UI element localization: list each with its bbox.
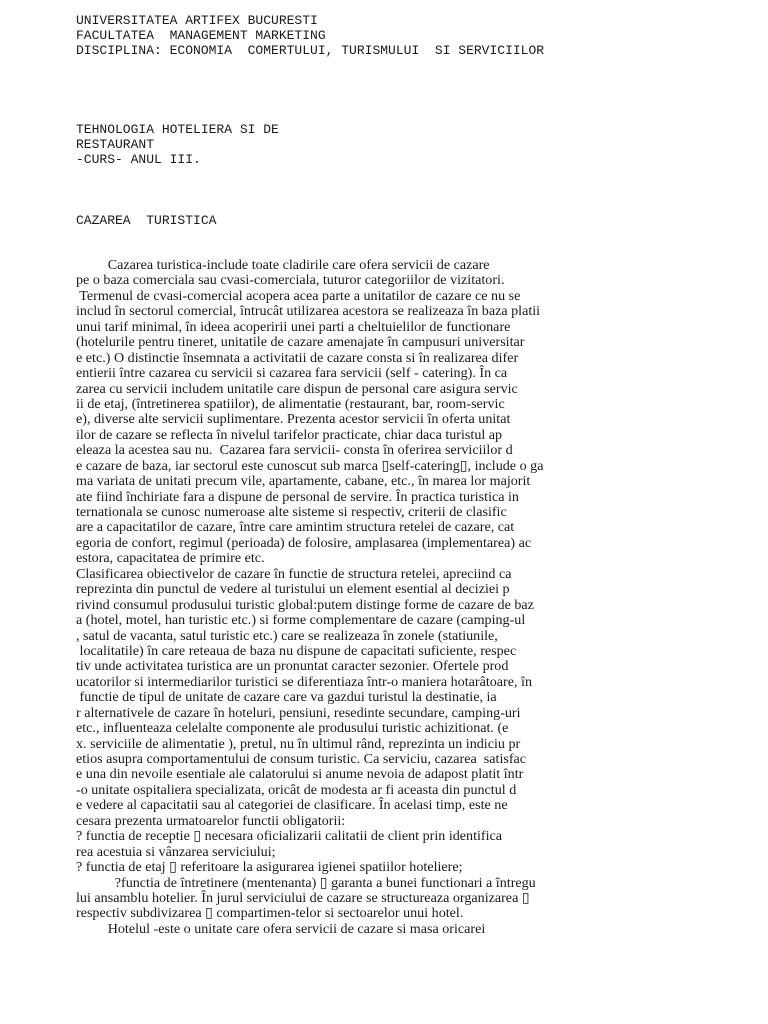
body-line: x. serviciile de alimentatie ), pretul, nu în ultimul rând, reprezinta un indiciu pr	[76, 735, 521, 752]
faculty-name: FACULTATEA MANAGEMENT MARKETING	[76, 28, 326, 43]
document-header	[76, 13, 544, 58]
body-text	[76, 258, 543, 937]
body-line: rea acestuia si vânzarea serviciului;	[76, 843, 276, 860]
body-line: Hotelul -este o unitate care ofera servicii de cazare si masa oricarei	[76, 920, 486, 937]
body-line: ucatorilor si intermediarilor turistici se diferentiaza într-o maniera hotarâtoare, în	[76, 673, 533, 690]
body-line: unui tarif minimal, în ideea acoperirii unei parti a cheltuielilor de functionare	[76, 318, 511, 335]
body-line: ma variata de unitati precum vile, apartamente, cabane, etc., în marea lor majorit	[76, 473, 531, 490]
discipline-name: DISCIPLINA: ECONOMIA COMERTULUI, TURISMULUI SI SERVICIILOR	[76, 43, 545, 58]
body-line: (hotelurile pentru tineret, unitatile de cazare amenajate în campusuri universitar	[76, 334, 525, 351]
section-heading	[76, 213, 216, 228]
body-line: ternationala se cunosc numeroase alte sisteme si respectiv, criterii de clasific	[76, 504, 507, 520]
course-title	[76, 122, 279, 167]
body-line: ate fiind închiriate fara a dispune de personal de servire. În practica turistica in	[76, 488, 519, 505]
course-title-line-1: TEHNOLOGIA HOTELIERA SI DE	[76, 122, 279, 137]
body-line: eleaza la acestea sau nu. Cazarea fara servicii- consta în oferirea serviciilor d	[76, 442, 513, 459]
section-title: CAZAREA TURISTICA	[76, 213, 217, 228]
body-line: e cazare de baza, iar sectorul este cunoscut sub marca ▯self-catering▯, include o ga	[76, 457, 544, 474]
body-line: e vedere al capacitatii sau al categoriei de clasificare. În acelasi timp, este ne	[76, 797, 508, 814]
body-line: functie de tipul de unitate de cazare care va gazdui turistul la destinatie, ia	[76, 689, 497, 706]
body-line: includ în sectorul comercial, întrucât utilizarea acestora se realizeaza în baza platii	[76, 303, 541, 320]
body-line: pe o baza comerciala sau cvasi-comerciala, tuturor categoriilor de vizitatori.	[76, 272, 505, 289]
body-line: r alternativele de cazare în hoteluri, pensiuni, resedinte secundare, camping-uri	[76, 704, 521, 721]
body-line: Cazarea turistica-include toate cladirile care ofera servicii de cazare	[76, 257, 490, 273]
body-line: e), diverse alte servicii suplimentare. Prezenta acestor servicii în oferta unitat	[76, 411, 511, 428]
body-line: entierii între cazarea cu servicii si cazarea fara servicii (self - catering). În ca	[76, 365, 508, 382]
body-line: reprezinta din punctul de vedere al turistului un element esential al deciziei p	[76, 581, 510, 598]
course-title-line-3: -CURS- ANUL III.	[76, 152, 201, 167]
body-line: cesara prezenta urmatoarelor functii obligatorii:	[76, 812, 346, 829]
body-line: ilor de cazare se reflecta în nivelul tarifelor practicate, chiar daca turistul ap	[76, 426, 503, 443]
course-title-line-2: RESTAURANT	[76, 137, 155, 152]
university-name: UNIVERSITATEA ARTIFEX BUCURESTI	[76, 13, 318, 28]
body-line: respectiv subdivizarea ▯ compartimen-telor si sectoarelor unui hotel.	[76, 905, 464, 922]
body-line: egoria de confort, regimul (perioada) de folosire, amplasarea (implementarea) ac	[76, 534, 532, 551]
body-line: zarea cu servicii includem unitatile care dispun de personal care asigura servic	[76, 380, 518, 397]
body-line: lui ansamblu hotelier. În jurul serviciului de cazare se structureaza organizarea ▯	[76, 889, 530, 906]
body-line: ? functia de etaj ▯ referitoare la asigurarea igienei spatiilor hoteliere;	[76, 859, 463, 876]
body-line: e etc.) O distinctie însemnata a activitatii de cazare consta si în realizarea difer	[76, 349, 519, 366]
body-line: ii de etaj, (întretinerea spatiilor), de alimentatie (restaurant, bar, room-servic	[76, 395, 505, 412]
body-line: ?functia de întretinere (mentenanta) ▯ garanta a bunei functionari a întregu	[76, 874, 536, 891]
body-line: tiv unde activitatea turistica are un pronuntat caracter sezonier. Ofertele prod	[76, 658, 509, 675]
body-line: are a capacitatilor de cazare, între care amintim structura retelei de cazare, cat	[76, 519, 515, 536]
body-line: e una din nevoile esentiale ale calatorului si anume nevoia de adapost platit într	[76, 766, 524, 783]
body-line: etios asupra comportamentului de consum turistic. Ca serviciu, cazarea satisfac	[76, 751, 527, 767]
body-line: -o unitate ospitaliera specializata, oricât de modesta ar fi aceasta din punctul d	[76, 781, 517, 798]
body-line: Termenul de cvasi-comercial acopera acea parte a unitatilor de cazare ce nu se	[76, 287, 521, 304]
body-line: ? functia de receptie ▯ necesara oficializarii calitatii de client prin identifica	[76, 828, 503, 845]
body-line: Clasificarea obiectivelor de cazare în functie de structura retelei, apreciind ca	[76, 565, 512, 582]
body-line: rivind consumul produsului turistic global:putem distinge forme de cazare de baz	[76, 596, 534, 613]
body-line: etc., influenteaza celelalte componente ale produsului turistic achizitionat. (e	[76, 720, 509, 737]
body-line: , satul de vacanta, satul turistic etc.) care se realizeaza în zonele (statiunile,	[76, 627, 498, 644]
body-line: a (hotel, motel, han turistic etc.) si forme complementare de cazare (camping-ul	[76, 612, 526, 629]
body-line: localitatile) în care reteaua de baza nu dispune de capacitati suficiente, respec	[76, 642, 517, 659]
body-line: estora, capacitatea de primire etc.	[76, 550, 265, 567]
